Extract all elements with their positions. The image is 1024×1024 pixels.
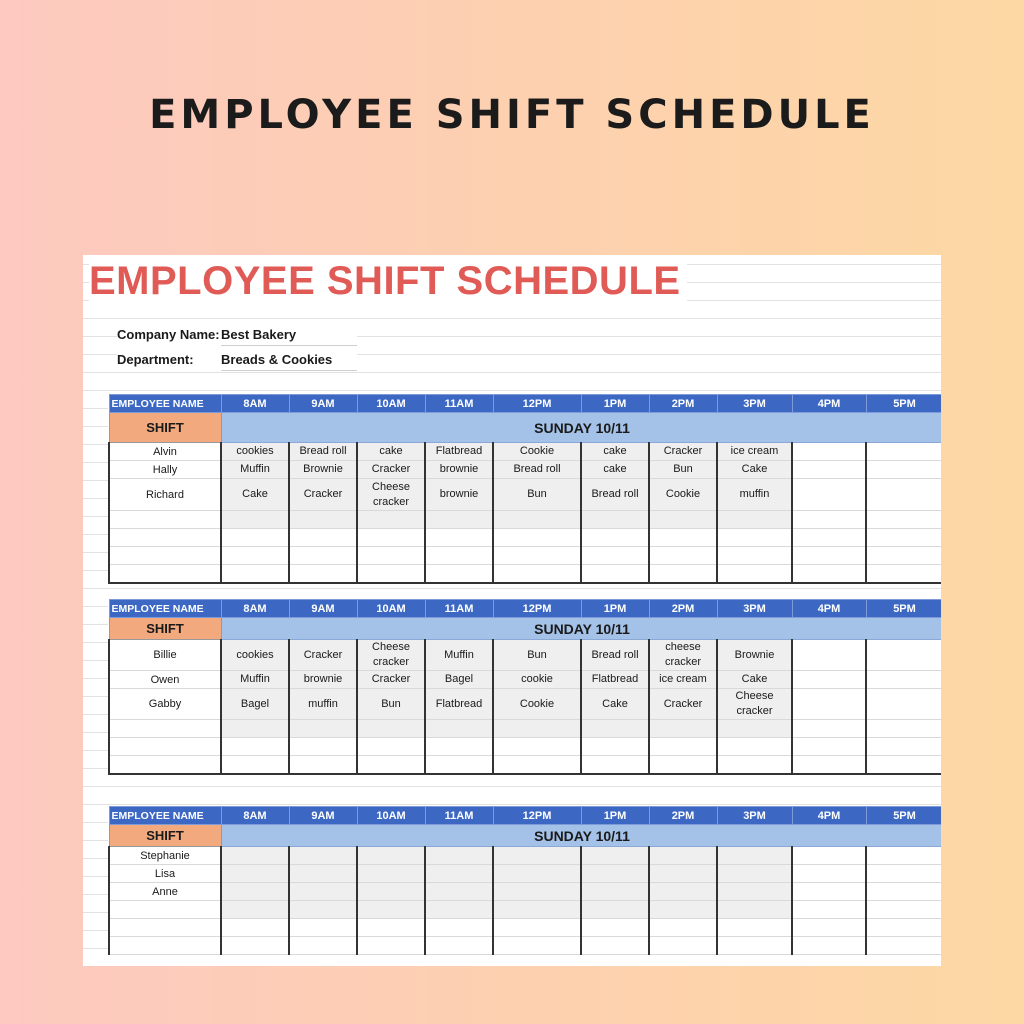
col-header-2pm: 2PM [649, 600, 717, 618]
col-header-8am: 8AM [221, 395, 289, 413]
employee-name[interactable]: Alvin [109, 443, 221, 461]
shift-cell[interactable]: Muffin [221, 461, 289, 479]
shift-cell[interactable] [866, 479, 941, 511]
shift-cell[interactable] [425, 901, 493, 919]
employee-name[interactable]: Richard [109, 479, 221, 511]
shift-cell[interactable] [866, 937, 941, 955]
shift-cell[interactable] [581, 720, 649, 738]
shift-cell[interactable] [717, 901, 792, 919]
schedule-block [108, 806, 941, 955]
shift-cell[interactable] [357, 883, 425, 901]
employee-name[interactable]: Gabby [109, 689, 221, 720]
shift-cell[interactable] [717, 511, 792, 529]
shift-cell[interactable] [792, 901, 866, 919]
col-header-1pm: 1PM [581, 600, 649, 618]
shift-cell[interactable] [866, 883, 941, 901]
shift-cell[interactable] [221, 756, 289, 774]
shift-cell[interactable] [289, 756, 357, 774]
shift-cell[interactable] [289, 565, 357, 583]
table-row [109, 738, 941, 756]
shift-cell[interactable]: Cake [717, 671, 792, 689]
shift-cell[interactable] [717, 847, 792, 865]
hours-header-row [109, 600, 941, 618]
shift-cell[interactable] [792, 479, 866, 511]
shift-cell[interactable] [581, 529, 649, 547]
table-row [109, 529, 941, 547]
shift-cell[interactable] [792, 511, 866, 529]
shift-cell[interactable] [866, 865, 941, 883]
shift-cell[interactable]: ice cream [649, 671, 717, 689]
shift-cell[interactable] [221, 865, 289, 883]
shift-cell[interactable] [357, 919, 425, 937]
employee-name[interactable] [109, 529, 221, 547]
shift-cell[interactable] [357, 565, 425, 583]
day-row [109, 413, 941, 443]
shift-label: SHIFT [109, 825, 221, 847]
col-header-3pm: 3PM [717, 395, 792, 413]
shift-cell[interactable] [493, 919, 581, 937]
col-header-9am: 9AM [289, 395, 357, 413]
shift-cell[interactable] [866, 738, 941, 756]
shift-cell[interactable] [717, 937, 792, 955]
shift-cell[interactable] [866, 689, 941, 720]
shift-cell[interactable] [581, 756, 649, 774]
shift-cell[interactable] [357, 529, 425, 547]
shift-cell[interactable] [717, 720, 792, 738]
shift-cell[interactable] [649, 547, 717, 565]
employee-name[interactable] [109, 511, 221, 529]
shift-cell[interactable]: cake [581, 461, 649, 479]
shift-cell[interactable] [792, 720, 866, 738]
shift-cell[interactable] [792, 937, 866, 955]
shift-cell[interactable] [649, 720, 717, 738]
shift-cell[interactable] [717, 529, 792, 547]
employee-name[interactable] [109, 756, 221, 774]
shift-cell[interactable]: Cake [221, 479, 289, 511]
shift-cell[interactable] [581, 937, 649, 955]
col-header-5pm: 5PM [866, 600, 941, 618]
shift-cell[interactable] [792, 461, 866, 479]
col-header-4pm: 4PM [792, 600, 866, 618]
shift-cell[interactable] [649, 865, 717, 883]
company-value[interactable]: Best Bakery [221, 327, 357, 346]
shift-cell[interactable]: Bagel [425, 671, 493, 689]
shift-cell[interactable] [425, 720, 493, 738]
shift-cell[interactable] [357, 901, 425, 919]
department-row [117, 352, 357, 371]
shift-cell[interactable]: Bread roll [289, 443, 357, 461]
table-row [109, 883, 941, 901]
shift-cell[interactable] [357, 738, 425, 756]
shift-cell[interactable]: cheese cracker [649, 640, 717, 671]
employee-name[interactable] [109, 901, 221, 919]
employee-name[interactable] [109, 738, 221, 756]
shift-cell[interactable] [866, 443, 941, 461]
col-header-9am: 9AM [289, 807, 357, 825]
col-header-4pm: 4PM [792, 395, 866, 413]
shift-cell[interactable]: Cake [717, 461, 792, 479]
shift-cell[interactable]: brownie [289, 671, 357, 689]
shift-cell[interactable] [866, 547, 941, 565]
shift-cell[interactable]: Muffin [425, 640, 493, 671]
shift-cell[interactable] [289, 720, 357, 738]
shift-cell[interactable] [221, 901, 289, 919]
sheet-title: EMPLOYEE SHIFT SCHEDULE [89, 259, 687, 304]
col-header-12pm: 12PM [493, 600, 581, 618]
shift-cell[interactable] [357, 847, 425, 865]
shift-cell[interactable] [649, 738, 717, 756]
shift-cell[interactable]: Bun [493, 479, 581, 511]
shift-cell[interactable] [717, 565, 792, 583]
shift-cell[interactable]: cookies [221, 640, 289, 671]
shift-cell[interactable] [221, 547, 289, 565]
employee-name[interactable] [109, 720, 221, 738]
shift-cell[interactable] [289, 901, 357, 919]
shift-cell[interactable]: Muffin [221, 671, 289, 689]
shift-cell[interactable]: Cake [581, 689, 649, 720]
shift-cell[interactable] [221, 529, 289, 547]
shift-cell[interactable] [649, 883, 717, 901]
shift-cell[interactable] [357, 756, 425, 774]
shift-cell[interactable] [717, 756, 792, 774]
shift-cell[interactable] [581, 738, 649, 756]
shift-cell[interactable] [493, 565, 581, 583]
shift-cell[interactable] [289, 937, 357, 955]
shift-cell[interactable] [792, 547, 866, 565]
shift-cell[interactable] [357, 511, 425, 529]
shift-cell[interactable]: muffin [717, 479, 792, 511]
table-row [109, 756, 941, 774]
shift-cell[interactable] [289, 865, 357, 883]
table-row [109, 901, 941, 919]
table-row [109, 937, 941, 955]
shift-cell[interactable]: cookie [493, 671, 581, 689]
col-header-employee-name: EMPLOYEE NAME [109, 600, 221, 618]
employee-name[interactable] [109, 937, 221, 955]
shift-cell[interactable] [493, 547, 581, 565]
shift-cell[interactable]: Bun [357, 689, 425, 720]
shift-cell[interactable]: Cheese cracker [717, 689, 792, 720]
shift-cell[interactable] [717, 865, 792, 883]
shift-cell[interactable] [649, 529, 717, 547]
shift-cell[interactable]: Flatbread [581, 671, 649, 689]
shift-cell[interactable] [717, 547, 792, 565]
shift-cell[interactable] [866, 529, 941, 547]
employee-name[interactable]: Billie [109, 640, 221, 671]
shift-cell[interactable] [792, 529, 866, 547]
shift-cell[interactable] [221, 565, 289, 583]
employee-name[interactable]: Stephanie [109, 847, 221, 865]
shift-cell[interactable] [221, 847, 289, 865]
table-row [109, 689, 941, 720]
shift-cell[interactable] [866, 671, 941, 689]
shift-cell[interactable]: Cracker [649, 443, 717, 461]
company-label: Company Name: [117, 327, 220, 342]
shift-cell[interactable] [221, 720, 289, 738]
shift-cell[interactable] [493, 865, 581, 883]
col-header-9am: 9AM [289, 600, 357, 618]
col-header-2pm: 2PM [649, 395, 717, 413]
table-row [109, 511, 941, 529]
shift-cell[interactable] [425, 511, 493, 529]
shift-cell[interactable] [866, 720, 941, 738]
col-header-8am: 8AM [221, 600, 289, 618]
shift-cell[interactable] [792, 738, 866, 756]
shift-cell[interactable] [493, 847, 581, 865]
shift-cell[interactable] [357, 720, 425, 738]
shift-cell[interactable] [221, 937, 289, 955]
shift-cell[interactable]: Cookie [493, 443, 581, 461]
shift-cell[interactable]: Cheese cracker [357, 479, 425, 511]
shift-cell[interactable]: brownie [425, 461, 493, 479]
shift-cell[interactable] [866, 847, 941, 865]
shift-cell[interactable] [425, 547, 493, 565]
day-row [109, 825, 941, 847]
shift-cell[interactable] [581, 865, 649, 883]
col-header-12pm: 12PM [493, 395, 581, 413]
shift-cell[interactable] [493, 738, 581, 756]
day-label: SUNDAY 10/11 [221, 618, 941, 640]
col-header-employee-name: EMPLOYEE NAME [109, 395, 221, 413]
shift-cell[interactable] [425, 756, 493, 774]
shift-cell[interactable] [289, 883, 357, 901]
col-header-12pm: 12PM [493, 807, 581, 825]
shift-cell[interactable]: ice cream [717, 443, 792, 461]
shift-cell[interactable] [357, 865, 425, 883]
shift-cell[interactable] [221, 919, 289, 937]
shift-cell[interactable] [792, 847, 866, 865]
shift-cell[interactable] [425, 529, 493, 547]
col-header-10am: 10AM [357, 600, 425, 618]
col-header-11am: 11AM [425, 600, 493, 618]
shift-cell[interactable]: Cheese cracker [357, 640, 425, 671]
col-header-8am: 8AM [221, 807, 289, 825]
shift-cell[interactable] [792, 883, 866, 901]
shift-cell[interactable] [425, 937, 493, 955]
shift-cell[interactable] [866, 756, 941, 774]
shift-cell[interactable] [649, 511, 717, 529]
shift-cell[interactable] [581, 547, 649, 565]
company-row [117, 327, 357, 346]
shift-cell[interactable] [425, 865, 493, 883]
shift-cell[interactable]: Cookie [493, 689, 581, 720]
shift-cell[interactable] [425, 565, 493, 583]
day-label: SUNDAY 10/11 [221, 413, 941, 443]
table-row [109, 865, 941, 883]
shift-cell[interactable] [221, 511, 289, 529]
shift-cell[interactable] [493, 511, 581, 529]
shift-cell[interactable] [289, 738, 357, 756]
shift-cell[interactable]: Brownie [717, 640, 792, 671]
employee-name[interactable] [109, 565, 221, 583]
shift-cell[interactable] [649, 937, 717, 955]
shift-cell[interactable] [289, 511, 357, 529]
day-label: SUNDAY 10/11 [221, 825, 941, 847]
shift-cell[interactable] [425, 847, 493, 865]
shift-cell[interactable] [581, 901, 649, 919]
shift-cell[interactable] [792, 919, 866, 937]
table-row [109, 720, 941, 738]
shift-cell[interactable]: Bread roll [493, 461, 581, 479]
shift-cell[interactable]: Cracker [289, 479, 357, 511]
table-row [109, 919, 941, 937]
shift-cell[interactable] [866, 640, 941, 671]
shift-cell[interactable] [649, 847, 717, 865]
shift-cell[interactable] [717, 919, 792, 937]
shift-cell[interactable]: Bread roll [581, 640, 649, 671]
schedule-block [108, 394, 941, 584]
shift-cell[interactable]: cake [357, 443, 425, 461]
shift-cell[interactable]: Bun [649, 461, 717, 479]
shift-cell[interactable] [425, 919, 493, 937]
col-header-11am: 11AM [425, 395, 493, 413]
table-row [109, 443, 941, 461]
employee-name[interactable] [109, 919, 221, 937]
shift-cell[interactable] [493, 883, 581, 901]
table-row [109, 479, 941, 511]
shift-cell[interactable] [357, 547, 425, 565]
shift-cell[interactable]: Cracker [357, 671, 425, 689]
shift-cell[interactable] [289, 847, 357, 865]
col-header-2pm: 2PM [649, 807, 717, 825]
shift-label: SHIFT [109, 618, 221, 640]
col-header-10am: 10AM [357, 395, 425, 413]
shift-cell[interactable] [649, 565, 717, 583]
col-header-10am: 10AM [357, 807, 425, 825]
day-row [109, 618, 941, 640]
spreadsheet [83, 255, 941, 966]
col-header-4pm: 4PM [792, 807, 866, 825]
hours-header-row [109, 395, 941, 413]
hours-header-row [109, 807, 941, 825]
department-label: Department: [117, 352, 194, 367]
shift-cell[interactable] [493, 901, 581, 919]
shift-cell[interactable] [493, 756, 581, 774]
shift-cell[interactable] [425, 738, 493, 756]
shift-cell[interactable] [221, 883, 289, 901]
shift-cell[interactable]: Cracker [357, 461, 425, 479]
shift-cell[interactable]: Bun [493, 640, 581, 671]
col-header-5pm: 5PM [866, 807, 941, 825]
shift-cell[interactable]: muffin [289, 689, 357, 720]
col-header-11am: 11AM [425, 807, 493, 825]
shift-cell[interactable]: brownie [425, 479, 493, 511]
col-header-3pm: 3PM [717, 600, 792, 618]
employee-name[interactable] [109, 547, 221, 565]
shift-cell[interactable] [792, 756, 866, 774]
shift-cell[interactable] [792, 671, 866, 689]
employee-name[interactable]: Hally [109, 461, 221, 479]
shift-cell[interactable] [792, 640, 866, 671]
shift-cell[interactable] [221, 738, 289, 756]
shift-cell[interactable] [866, 901, 941, 919]
employee-name[interactable]: Owen [109, 671, 221, 689]
shift-cell[interactable]: Cracker [289, 640, 357, 671]
shift-cell[interactable]: Cookie [649, 479, 717, 511]
shift-label: SHIFT [109, 413, 221, 443]
table-row [109, 847, 941, 865]
shift-cell[interactable]: cookies [221, 443, 289, 461]
shift-cell[interactable] [581, 565, 649, 583]
shift-cell[interactable] [717, 883, 792, 901]
shift-cell[interactable] [289, 529, 357, 547]
shift-cell[interactable] [866, 565, 941, 583]
shift-cell[interactable] [792, 689, 866, 720]
shift-cell[interactable] [581, 919, 649, 937]
shift-cell[interactable] [357, 937, 425, 955]
col-header-5pm: 5PM [866, 395, 941, 413]
table-row [109, 640, 941, 671]
schedule-block [108, 599, 941, 775]
department-value[interactable]: Breads & Cookies [221, 352, 357, 371]
shift-cell[interactable] [289, 919, 357, 937]
shift-cell[interactable] [581, 883, 649, 901]
shift-cell[interactable] [792, 565, 866, 583]
employee-name[interactable]: Lisa [109, 865, 221, 883]
shift-cell[interactable]: Bagel [221, 689, 289, 720]
shift-cell[interactable] [717, 738, 792, 756]
shift-cell[interactable] [649, 919, 717, 937]
shift-cell[interactable] [493, 720, 581, 738]
shift-cell[interactable] [581, 847, 649, 865]
shift-cell[interactable] [649, 756, 717, 774]
table-row [109, 547, 941, 565]
shift-cell[interactable] [581, 511, 649, 529]
shift-cell[interactable]: Bread roll [581, 479, 649, 511]
shift-cell[interactable]: Brownie [289, 461, 357, 479]
shift-cell[interactable] [649, 901, 717, 919]
shift-cell[interactable] [792, 865, 866, 883]
shift-cell[interactable] [866, 919, 941, 937]
shift-cell[interactable]: Flatbread [425, 689, 493, 720]
shift-cell[interactable] [493, 529, 581, 547]
shift-cell[interactable] [866, 511, 941, 529]
col-header-1pm: 1PM [581, 395, 649, 413]
shift-cell[interactable]: cake [581, 443, 649, 461]
page-heading: EMPLOYEE SHIFT SCHEDULE [149, 92, 875, 138]
col-header-3pm: 3PM [717, 807, 792, 825]
shift-cell[interactable]: Flatbread [425, 443, 493, 461]
shift-cell[interactable] [289, 547, 357, 565]
shift-cell[interactable] [866, 461, 941, 479]
employee-name[interactable]: Anne [109, 883, 221, 901]
table-row [109, 461, 941, 479]
shift-cell[interactable] [425, 883, 493, 901]
table-row [109, 565, 941, 583]
col-header-employee-name: EMPLOYEE NAME [109, 807, 221, 825]
shift-cell[interactable] [493, 937, 581, 955]
table-row [109, 671, 941, 689]
col-header-1pm: 1PM [581, 807, 649, 825]
shift-cell[interactable]: Cracker [649, 689, 717, 720]
shift-cell[interactable] [792, 443, 866, 461]
